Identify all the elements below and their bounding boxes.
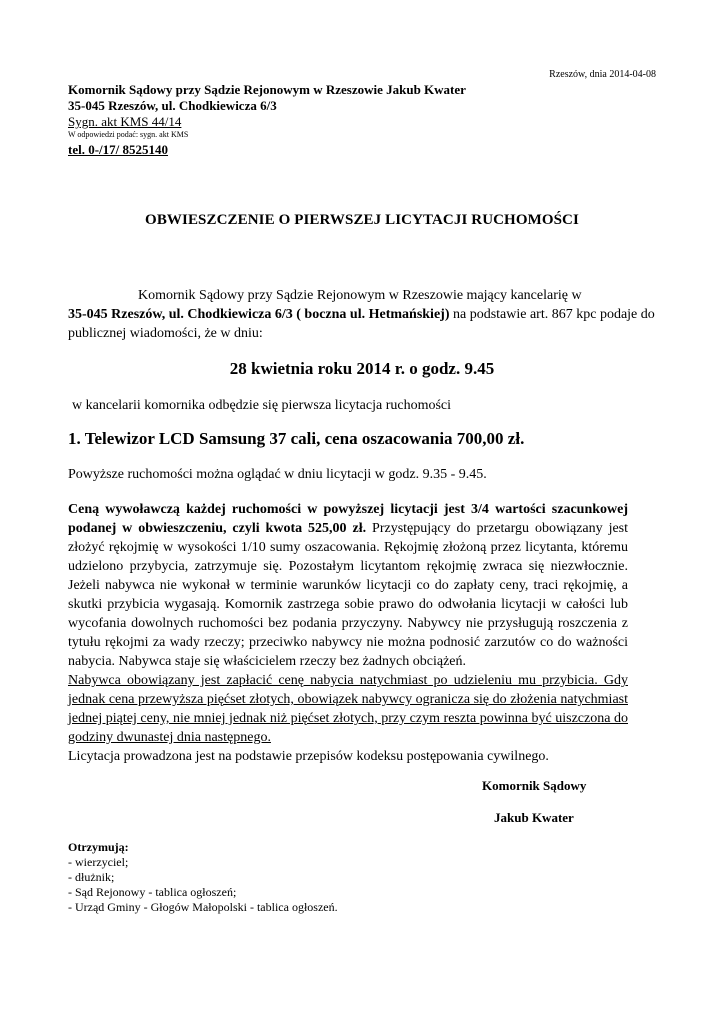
auction-date: 28 kwietnia roku 2014 r. o godz. 9.45 bbox=[229, 359, 495, 378]
terms-closing: Licytacja prowadzona jest na podstawie przepisów kodeksu postępowania cywilnego. bbox=[68, 749, 549, 764]
office-name: Komornik Sądowy przy Sądzie Rejonowym w Rzeszowie Jakub Kwater bbox=[68, 82, 466, 97]
recipient-item: - Urząd Gminy - Głogów Małopolski - tablica ogłoszeń. bbox=[68, 900, 338, 914]
place-date: Rzeszów, dnia 2014-04-08 bbox=[549, 69, 656, 80]
case-reference: Sygn. akt KMS 44/14 bbox=[68, 114, 182, 129]
viewing-line: Powyższe ruchomości można oglądać w dniu licytacji w godz. 9.35 - 9.45. bbox=[68, 467, 487, 482]
intro-line-3: publicznej wiadomości, że w dniu: bbox=[68, 326, 263, 341]
item-line: 1. Telewizor LCD Samsung 37 cali, cena oszacowania 700,00 zł. bbox=[68, 429, 525, 448]
document-title: OBWIESZCZENIE O PIERWSZEJ LICYTACJI RUCHOMOŚCI bbox=[145, 212, 579, 228]
office-address-bold: 35-045 Rzeszów, ul. Chodkiewicza 6/3 ( boczna ul. Hetmańskiej) bbox=[68, 307, 450, 322]
intro-line-1: Komornik Sądowy przy Sądzie Rejonowym w Rzeszowie mający kancelarię w bbox=[138, 288, 582, 303]
recipient-item: - Sąd Rejonowy - tablica ogłoszeń; bbox=[68, 885, 237, 899]
reply-note: W odpowiedzi podać: sygn. akt KMS bbox=[68, 130, 189, 139]
phone-number: tel. 0-/17/ 8525140 bbox=[68, 142, 169, 157]
terms-body: Przystępujący do przetargu obowiązany jest złożyć rękojmię w wysokości 1/10 sumy oszacowania. Rękojmię złożoną przez licytanta, któremu udzielono przybycia, zatrzymuje się. Pozostałym licytantom rękojmię zwraca się niezwłocznie. Jeżeli nabywca nie wykonał w terminie warunków licytacji co do zapłaty ceny, traci rękojmię, a skutki przybicia wygasają. Komornik zastrzega sobie prawo do odwołania licytacji w całości lub wycofania dowolnych ruchomości bez podania przyczyny. Nabywcy nie przysługują roszczenia z tytułu rękojmi za wady rzeczy; przeciwko nabywcy nie można podnosić zarzutów co do ważności nabycia. Nabywca staje się właścicielem rzeczy bez żadnych obciążeń. bbox=[68, 521, 629, 669]
intro-line-2 bbox=[68, 305, 655, 324]
recipient-item: - dłużnik; bbox=[68, 870, 115, 884]
recipients-heading: Otrzymują: bbox=[68, 840, 129, 854]
recipients-list bbox=[68, 855, 338, 915]
terms-payment-underlined: Nabywca obowiązany jest zapłacić cenę nabycia natychmiast po udzieleniu mu przybicia. Gdy jednak cena przewyższa pięćset złotych, obowiązek nabywcy ogranicza się do złożenia natychmiast jednej piątej ceny, nie mniej jednak niż pięćset złotych, przy czym reszta powinna być uiszczona do godziny dwunastej dnia następnego. bbox=[68, 673, 628, 745]
auction-terms bbox=[68, 500, 628, 766]
intro-line-2-rest: na podstawie art. 867 kpc podaje do bbox=[449, 307, 655, 322]
recipient-item: - wierzyciel; bbox=[68, 855, 129, 869]
signature-name: Jakub Kwater bbox=[494, 810, 574, 825]
signature-role: Komornik Sądowy bbox=[482, 778, 587, 793]
terms-bold-lead: Ceną wywoławczą każdej ruchomości w powyższej licytacji jest 3/4 wartości szacunkowej podanej w obwieszczeniu, czyli kwota 525,00 zł. bbox=[68, 502, 628, 536]
location-line: w kancelarii komornika odbędzie się pierwsza licytacja ruchomości bbox=[72, 398, 452, 413]
office-address: 35-045 Rzeszów, ul. Chodkiewicza 6/3 bbox=[68, 98, 277, 113]
